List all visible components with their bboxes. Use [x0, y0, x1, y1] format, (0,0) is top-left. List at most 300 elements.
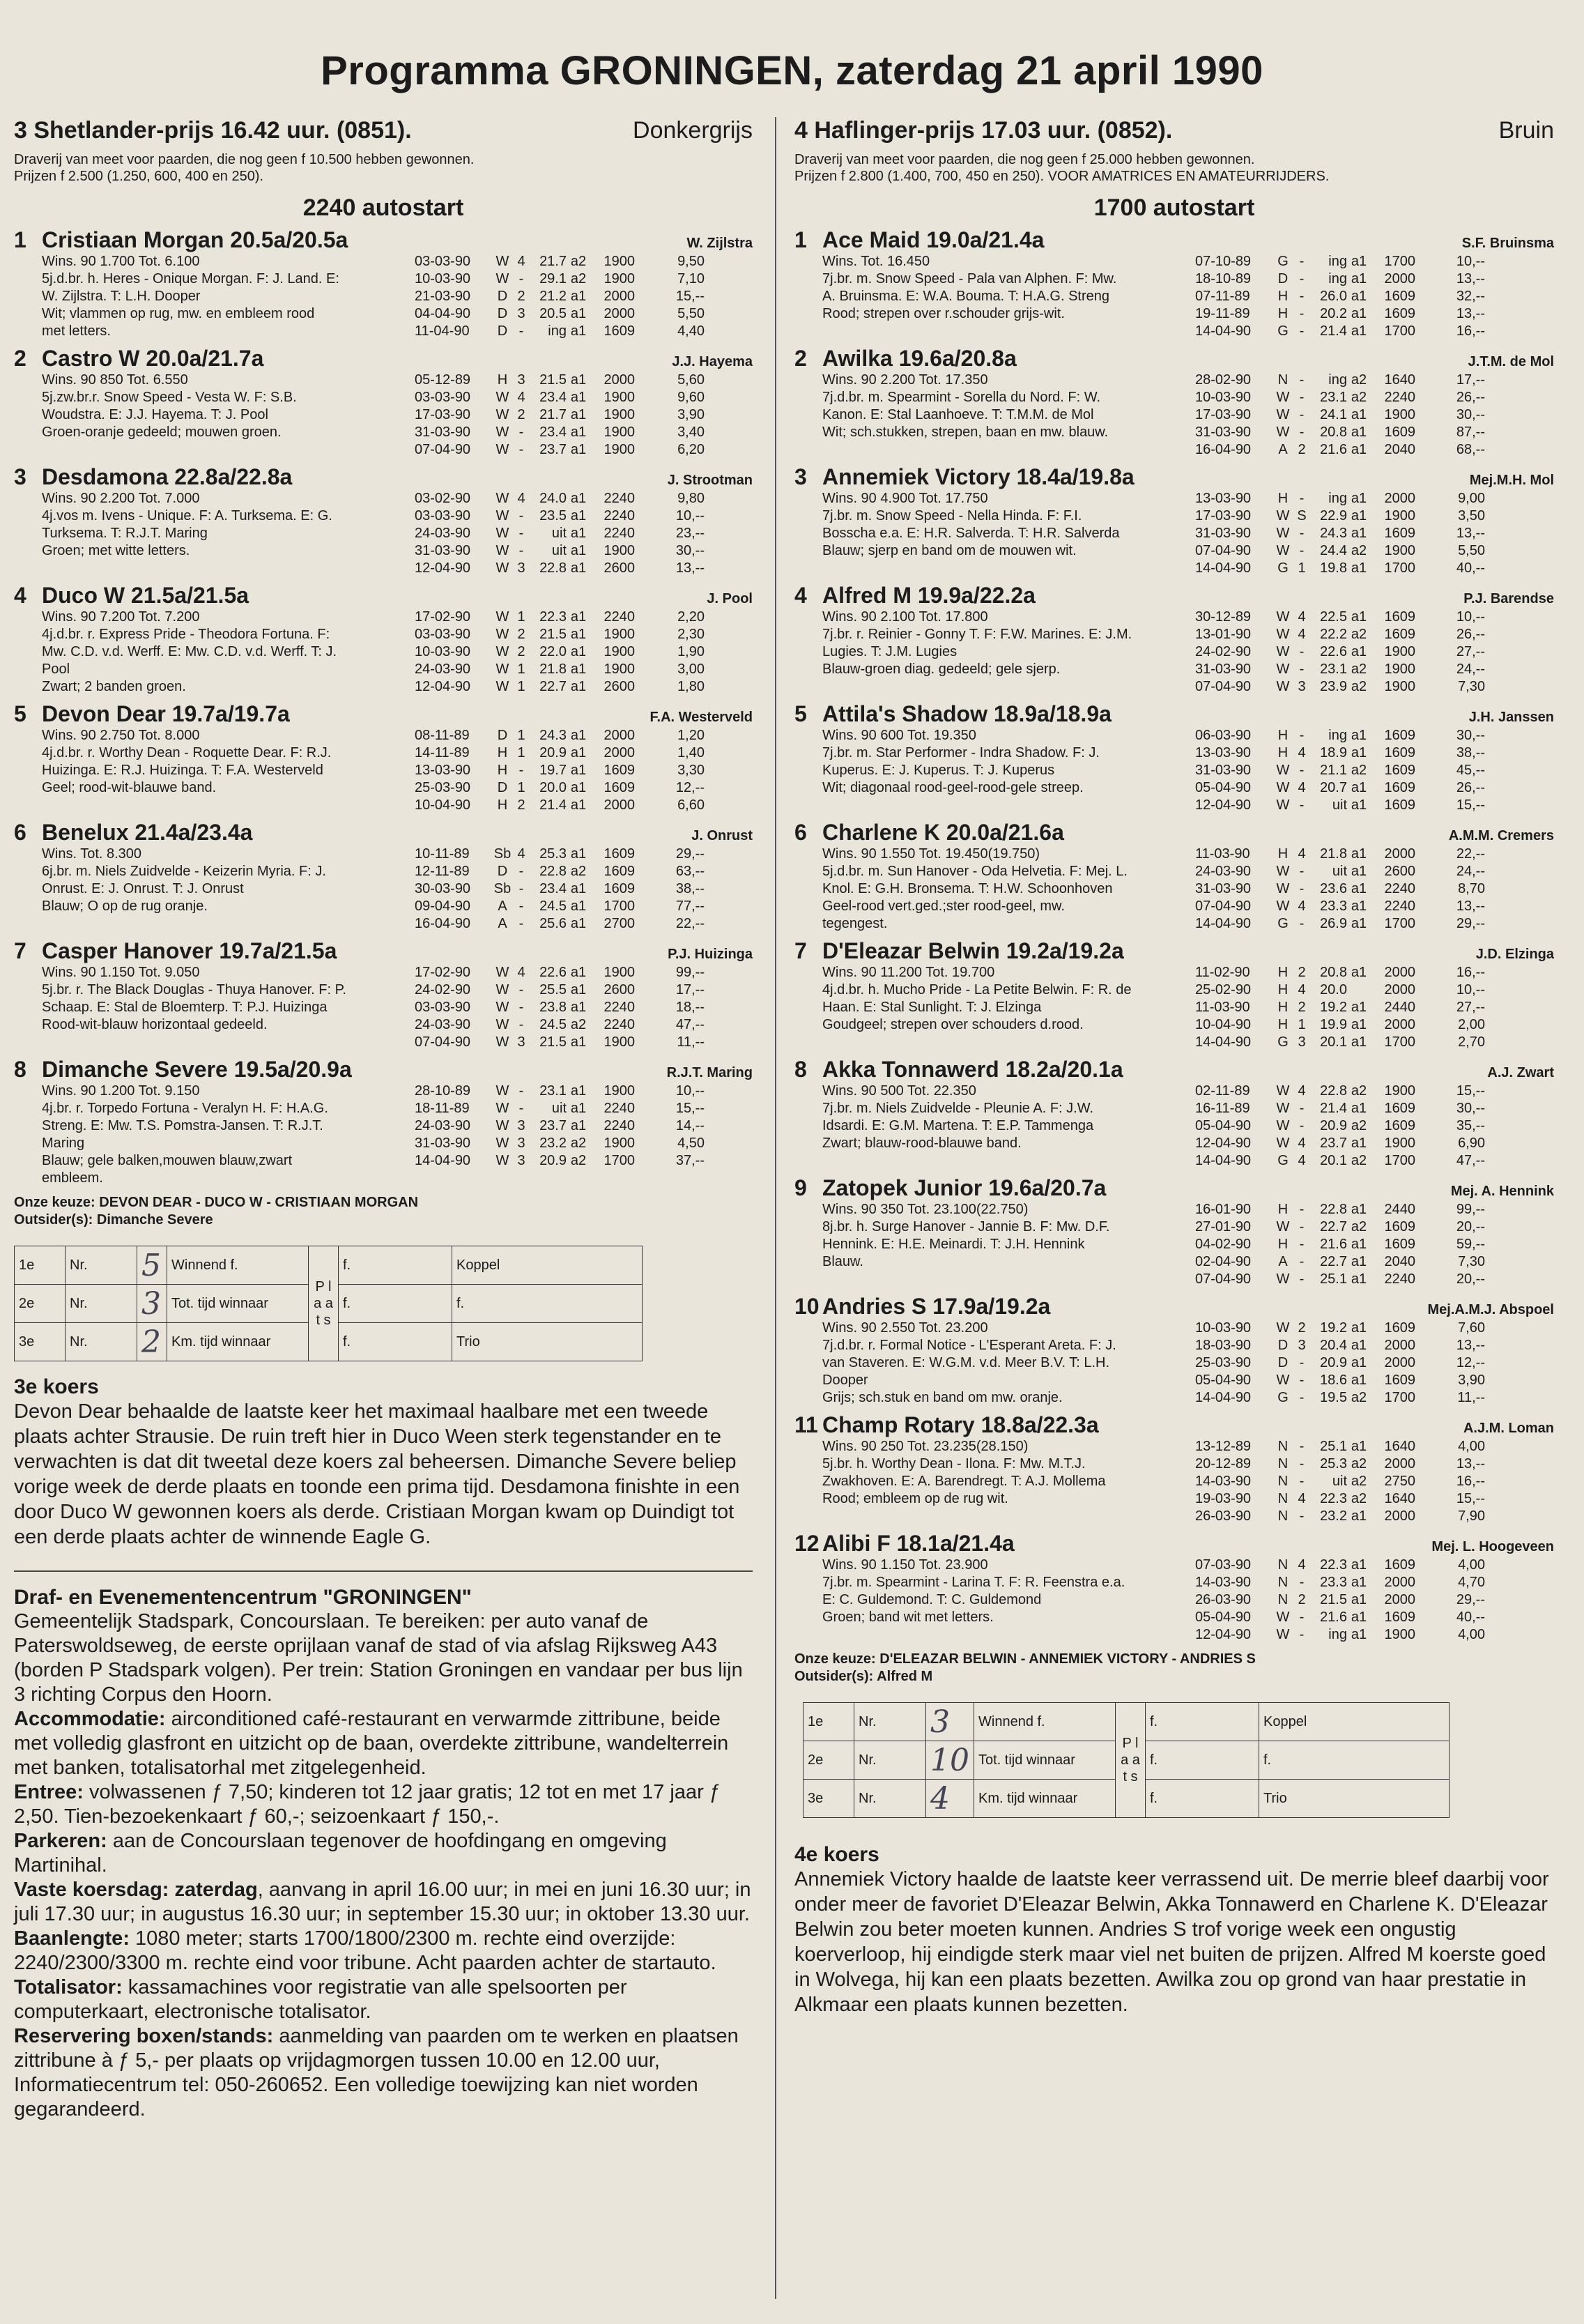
run-row: [1195, 661, 1554, 678]
info-line: Mw. C.D. v.d. Werff. E: Mw. C.D. v.d. Werff. T: J.: [42, 644, 337, 659]
run-start: a1: [1351, 644, 1367, 659]
entry-info: [14, 609, 415, 696]
horse-entry: [794, 701, 1554, 814]
run-distance: 1900: [603, 965, 635, 980]
entry-info: [794, 846, 1195, 933]
run-odds: 38,--: [1456, 745, 1485, 760]
run-time: 22.7: [539, 679, 567, 694]
run-distance: 1900: [1384, 543, 1415, 558]
run-odds: 4,00: [1458, 1439, 1485, 1454]
run-start: a1: [570, 899, 587, 914]
info-line: 4j.d.br. r. Worthy Dean - Roquette Dear. F: R.J.: [42, 745, 332, 760]
run-distance: 1900: [603, 543, 635, 558]
info-line: Wins. 90 1.150 Tot. 23.900: [822, 1557, 988, 1573]
run-track: W: [495, 526, 509, 541]
horse-name: Alibi F 18.1a/21.4a: [822, 1531, 1015, 1556]
info-line: Wins. 90 1.150 Tot. 9.050: [42, 965, 200, 980]
run-track: W: [1276, 1320, 1290, 1336]
venue-info: [14, 1586, 753, 2122]
result-table: [14, 1246, 643, 1361]
run-distance: 1609: [603, 780, 635, 795]
run-date: 25-03-90: [415, 780, 471, 795]
info-line: Wins. 90 600 Tot. 19.350: [822, 728, 976, 743]
info-line: 4j.vos m. Ivens - Unique. F: A. Turksema. E: G.: [42, 508, 332, 523]
run-place: -: [518, 543, 524, 558]
run-track: H: [1277, 846, 1289, 862]
run-row: [1195, 1591, 1554, 1609]
run-time: 23.4: [539, 390, 567, 405]
run-time: 19.7: [539, 763, 567, 778]
run-time: 21.5: [539, 372, 567, 388]
run-place: -: [1299, 1610, 1305, 1625]
run-track: G: [1277, 254, 1289, 269]
run-time: 24.0: [539, 491, 567, 506]
run-date: 21-03-90: [415, 289, 471, 304]
info-line: Bosscha e.a. E: H.R. Salverda. T: H.R. Salverda: [822, 526, 1120, 541]
run-row: [415, 898, 753, 915]
run-distance: 2000: [1384, 1338, 1415, 1353]
horse-name: Annemiek Victory 18.4a/19.8a: [822, 464, 1135, 489]
info-line: Zwakhoven. E: A. Barendregt. T: A.J. Mollema: [822, 1474, 1106, 1489]
run-date: 06-03-90: [1195, 728, 1252, 743]
run-track: N: [1277, 1474, 1289, 1489]
run-row: [415, 270, 753, 288]
run-place: 4: [1298, 846, 1306, 862]
run-row: [1195, 880, 1554, 898]
run-time: 21.4: [1320, 323, 1347, 339]
run-place: 2: [1298, 1000, 1306, 1015]
run-distance: 1900: [1384, 644, 1415, 659]
horse-entry: [794, 820, 1554, 933]
run-track: W: [495, 627, 509, 642]
run-start: a2: [1351, 1491, 1367, 1506]
run-date: 18-03-90: [1195, 1338, 1252, 1353]
run-start: a1: [570, 881, 587, 896]
run-track: N: [1277, 372, 1289, 388]
run-odds: 13,--: [1456, 306, 1485, 321]
run-odds: 12,--: [1456, 1355, 1485, 1370]
run-track: W: [495, 442, 509, 457]
horse-name: Ace Maid 19.0a/21.4a: [822, 227, 1045, 252]
run-date: 05-04-90: [1195, 1610, 1252, 1625]
run-place: -: [518, 864, 524, 879]
run-time: uit: [1332, 1474, 1347, 1489]
horse-entry: [794, 1294, 1554, 1407]
run-start: a1: [570, 745, 587, 760]
run-time: 25.5: [539, 982, 567, 997]
venue-items: [14, 1707, 753, 2122]
f-label: f.: [339, 1323, 452, 1361]
run-row: [1195, 1626, 1554, 1644]
run-time: 23.1: [1320, 390, 1347, 405]
run-date: 14-11-89: [415, 745, 470, 760]
run-time: 23.7: [1320, 1136, 1347, 1151]
run-odds: 30,--: [675, 543, 705, 558]
run-list: [415, 253, 753, 340]
run-time: 19.8: [1320, 560, 1347, 576]
rank-label: 1e: [15, 1246, 66, 1285]
run-list: [1195, 490, 1554, 577]
run-track: W: [495, 390, 509, 405]
info-line: Rood; embleem op de rug wit.: [822, 1491, 1008, 1506]
race-header: [14, 117, 753, 144]
run-start: a2: [1351, 1083, 1367, 1099]
run-distance: 2750: [1384, 1474, 1415, 1489]
run-odds: 6,60: [677, 797, 705, 813]
run-row: [415, 863, 753, 880]
f-label: f.: [339, 1246, 452, 1285]
run-distance: 1700: [603, 1153, 635, 1168]
run-date: 16-04-90: [1195, 442, 1252, 457]
run-track: H: [1277, 1000, 1289, 1015]
run-odds: 9,00: [1458, 491, 1485, 506]
run-start: a1: [1351, 254, 1367, 269]
run-date: 10-03-90: [1195, 1320, 1252, 1336]
entry-header: [14, 346, 753, 372]
run-track: W: [495, 560, 509, 576]
run-row: [1195, 406, 1554, 424]
run-time: 20.0: [539, 780, 567, 795]
run-list: [415, 727, 753, 814]
run-row: [1195, 846, 1554, 863]
run-row: [415, 424, 753, 441]
run-time: 21.1: [1320, 763, 1347, 778]
run-distance: 1900: [603, 1136, 635, 1151]
entry-number: 1: [794, 227, 807, 252]
run-track: W: [1276, 1101, 1290, 1116]
run-date: 31-03-90: [415, 543, 471, 558]
run-odds: 2,20: [677, 609, 705, 625]
run-start: a2: [570, 271, 587, 286]
run-track: W: [495, 425, 509, 440]
run-date: 24-03-90: [1195, 864, 1252, 879]
entry-info: [794, 727, 1195, 814]
run-track: W: [495, 407, 509, 422]
run-date: 17-02-90: [415, 609, 471, 625]
run-start: a1: [570, 543, 587, 558]
run-odds: 4,50: [677, 1136, 705, 1151]
run-date: 17-03-90: [415, 407, 471, 422]
run-row: [1195, 999, 1554, 1016]
horse-entry: [794, 1531, 1554, 1644]
info-line: Turksema. T: R.J.T. Maring: [42, 526, 208, 541]
run-distance: 2000: [1384, 1355, 1415, 1370]
run-date: 12-04-90: [1195, 797, 1252, 813]
info-line: Wit; diagonaal rood-geel-rood-gele streep.: [822, 780, 1084, 795]
run-place: 4: [1298, 1491, 1306, 1506]
run-date: 09-04-90: [415, 899, 471, 914]
run-place: -: [1299, 1627, 1305, 1642]
run-start: a2: [1351, 763, 1367, 778]
run-odds: 16,--: [1456, 323, 1485, 339]
run-odds: 7,30: [1458, 1254, 1485, 1269]
run-time: 21.7: [539, 254, 567, 269]
run-date: 07-04-90: [1195, 543, 1252, 558]
run-distance: 1900: [603, 627, 635, 642]
run-odds: 29,--: [1456, 916, 1485, 931]
run-row: [415, 525, 753, 542]
run-distance: 2000: [603, 797, 635, 813]
run-odds: 9,80: [677, 491, 705, 506]
horse-name: Akka Tonnawerd 18.2a/20.1a: [822, 1057, 1123, 1082]
run-start: a1: [570, 662, 587, 677]
run-odds: 6,20: [677, 442, 705, 457]
run-time: 22.3: [539, 609, 567, 625]
run-track: W: [1276, 627, 1290, 642]
run-distance: 2000: [603, 306, 635, 321]
run-distance: 2600: [1384, 864, 1415, 879]
horse-entry: [14, 464, 753, 577]
run-place: 4: [517, 254, 525, 269]
run-distance: 1900: [1384, 662, 1415, 677]
run-list: [1195, 964, 1554, 1051]
run-time: 24.4: [1320, 543, 1347, 558]
run-list: [415, 372, 753, 459]
run-distance: 1609: [1384, 306, 1415, 321]
run-distance: 1700: [1384, 1153, 1415, 1168]
run-track: W: [495, 1000, 509, 1015]
run-track: D: [1277, 1355, 1289, 1370]
run-start: a1: [1351, 407, 1367, 422]
entry-header: [14, 227, 753, 253]
horse-name: Castro W 20.0a/21.7a: [42, 346, 264, 371]
run-place: 4: [1298, 1083, 1306, 1099]
entry-header: [794, 701, 1554, 727]
entry-number: 3: [794, 464, 807, 489]
run-track: D: [497, 728, 508, 743]
run-date: 07-03-90: [1195, 1557, 1252, 1573]
run-track: W: [1276, 425, 1290, 440]
run-time: 20.5: [539, 306, 567, 321]
entry-body: [794, 964, 1554, 1051]
run-time: ing: [1328, 491, 1347, 506]
run-start: a1: [1351, 491, 1367, 506]
run-distance: 2000: [1384, 1575, 1415, 1590]
run-track: W: [1276, 508, 1290, 523]
entry-header: [794, 464, 1554, 490]
info-line: Blauw; gele balken,mouwen blauw,zwart: [42, 1153, 293, 1168]
run-list: [1195, 1438, 1554, 1525]
horse-entry: [14, 1057, 753, 1187]
run-distance: 2440: [1384, 1202, 1415, 1217]
info-line: Blauw; O op de rug oranje.: [42, 899, 208, 914]
race-condition-line: Draverij van meet voor paarden, die nog geen f 10.500 hebben gewonnen.: [14, 152, 475, 167]
run-odds: 11,--: [1457, 1390, 1485, 1405]
run-time: uit: [551, 543, 567, 558]
nr-label: Nr.: [66, 1285, 137, 1323]
run-start: a1: [570, 526, 587, 541]
venue-item: [14, 1927, 753, 1975]
run-odds: 5,50: [677, 306, 705, 321]
outsider: Outsider(s): Dimanche Severe: [14, 1212, 213, 1228]
run-time: 20.9: [539, 745, 567, 760]
horse-name: Charlene K 20.0a/21.6a: [822, 820, 1064, 845]
info-line: Hennink. E: H.E. Meinardi. T: J.H. Hennink: [822, 1237, 1085, 1252]
run-start: a1: [570, 1118, 587, 1133]
run-place: 4: [517, 965, 525, 980]
run-place: 1: [1298, 560, 1306, 576]
run-track: W: [1276, 1627, 1290, 1642]
run-track: A: [1278, 1254, 1288, 1269]
venue-item: [14, 1707, 753, 1780]
entry-info: [14, 846, 415, 933]
run-time: 20.0: [1320, 982, 1347, 997]
run-date: 17-03-90: [1195, 407, 1252, 422]
run-row: [1195, 1455, 1554, 1473]
run-odds: 77,--: [675, 899, 705, 914]
run-date: 19-03-90: [1195, 1491, 1252, 1506]
run-distance: 1900: [1384, 1627, 1415, 1642]
run-distance: 2000: [1384, 1592, 1415, 1607]
run-start: a2: [1351, 1474, 1367, 1489]
entry-body: [794, 1201, 1554, 1288]
run-place: -: [1299, 372, 1305, 388]
run-track: H: [497, 745, 508, 760]
race-conditions: [14, 151, 753, 185]
run-time: 20.1: [1320, 1153, 1347, 1168]
venue-item: [14, 2024, 753, 2122]
race-colour: Bruin: [1498, 117, 1554, 144]
run-row: [415, 507, 753, 525]
run-date: 05-04-90: [1195, 1118, 1252, 1133]
run-date: 28-10-89: [415, 1083, 471, 1099]
run-track: H: [1277, 982, 1289, 997]
info-line: 7j.d.br. r. Formal Notice - L'Esperant Areta. F: J.: [822, 1338, 1116, 1353]
run-place: -: [518, 881, 524, 896]
horse-entry: [794, 346, 1554, 459]
horse-entry: [794, 583, 1554, 696]
run-time: ing: [1328, 271, 1347, 286]
horse-name: Alfred M 19.9a/22.2a: [822, 583, 1036, 608]
run-track: W: [1276, 1373, 1290, 1388]
run-start: a1: [1351, 306, 1367, 321]
rank-label: 2e: [803, 1741, 854, 1780]
run-row: [415, 915, 753, 933]
run-time: 23.1: [1320, 662, 1347, 677]
trainer-name: R.J.T. Maring: [666, 1065, 753, 1080]
outsider: Outsider(s): Alfred M: [794, 1669, 933, 1684]
trainer-name: Mej.A.M.J. Abspoel: [1427, 1302, 1554, 1317]
run-row: [415, 490, 753, 507]
run-track: H: [1277, 745, 1289, 760]
run-track: W: [1276, 864, 1290, 879]
run-distance: 1900: [603, 644, 635, 659]
run-row: [1195, 1100, 1554, 1117]
run-start: a1: [1351, 560, 1367, 576]
run-row: [415, 797, 753, 814]
run-track: Sb: [493, 881, 512, 896]
run-date: 03-03-90: [415, 1000, 471, 1015]
trainer-name: J.T.M. de Mol: [1468, 354, 1554, 369]
entry-body: [14, 1083, 753, 1187]
run-place: 1: [517, 609, 525, 625]
venue-item-label: Totalisator:: [14, 1976, 123, 1998]
entry-body: [794, 846, 1554, 933]
run-row: [1195, 1557, 1554, 1574]
run-distance: 2040: [1384, 442, 1415, 457]
run-row: [1195, 1438, 1554, 1455]
run-track: D: [1277, 271, 1289, 286]
run-time: 20.7: [1320, 780, 1347, 795]
run-odds: 24,--: [1456, 662, 1485, 677]
run-odds: 8,70: [1458, 881, 1485, 896]
run-date: 30-03-90: [415, 881, 471, 896]
entry-header: [794, 1057, 1554, 1083]
info-line: E: C. Guldemond. T: C. Guldemond: [822, 1592, 1042, 1607]
run-time: ing: [548, 323, 567, 339]
run-date: 07-04-90: [415, 442, 471, 457]
run-odds: 32,--: [1456, 289, 1485, 304]
run-track: G: [1277, 1153, 1289, 1168]
run-start: a1: [1351, 1592, 1367, 1607]
run-odds: 30,--: [1456, 407, 1485, 422]
entry-number: 8: [794, 1057, 807, 1082]
trainer-name: Mej.M.H. Mol: [1469, 473, 1554, 488]
run-place: -: [518, 508, 524, 523]
run-row: [1195, 507, 1554, 525]
run-odds: 3,30: [677, 763, 705, 778]
horse-name: Casper Hanover 19.7a/21.5a: [42, 938, 337, 963]
entry-info: [794, 372, 1195, 459]
run-row: [1195, 441, 1554, 459]
run-list: [1195, 1320, 1554, 1407]
run-time: 22.8: [1320, 1083, 1347, 1099]
run-place: 3: [517, 560, 525, 576]
run-place: 4: [1298, 1136, 1306, 1151]
divider: [14, 1570, 753, 1572]
run-start: a1: [1351, 289, 1367, 304]
km-label: Km. tijd winnaar: [167, 1323, 309, 1361]
run-distance: 1609: [1384, 1373, 1415, 1388]
run-track: H: [497, 372, 508, 388]
run-distance: 1609: [1384, 780, 1415, 795]
run-distance: 1700: [1384, 1390, 1415, 1405]
run-place: -: [518, 271, 524, 286]
run-time: uit: [551, 1101, 567, 1116]
entry-header: [794, 938, 1554, 964]
run-track: D: [497, 780, 508, 795]
horse-entry: [794, 1057, 1554, 1170]
run-start: a1: [570, 797, 587, 813]
info-line: Haan. E: Stal Sunlight. T: J. Elzinga: [822, 1000, 1042, 1015]
run-distance: 2000: [603, 728, 635, 743]
run-place: -: [1299, 881, 1305, 896]
venue-item-text: aanmelding van paarden om te werken en plaatsen zittribune à ƒ 5,- per plaats op vrijdagmorgen tussen 10.00 en 12.00 uur, Informatiecentrum tel: 050-260652. Een volledige toewijzing kan niet worden gegarandeerd.: [14, 2025, 739, 2120]
run-track: W: [1276, 526, 1290, 541]
run-track: G: [1277, 323, 1289, 339]
run-place: -: [1299, 644, 1305, 659]
trainer-name: P.J. Huizinga: [668, 947, 753, 962]
run-place: -: [518, 1083, 524, 1099]
horse-entry: [14, 820, 753, 933]
run-odds: 63,--: [675, 864, 705, 879]
run-date: 24-02-90: [1195, 644, 1252, 659]
venue-item-label: Accommodatie:: [14, 1708, 166, 1730]
run-date: 24-03-90: [415, 662, 471, 677]
run-date: 14-04-90: [1195, 323, 1252, 339]
run-time: 25.1: [1320, 1271, 1347, 1287]
run-track: W: [1276, 407, 1290, 422]
run-distance: 1900: [603, 425, 635, 440]
run-distance: 1900: [603, 407, 635, 422]
run-odds: 3,00: [677, 662, 705, 677]
plaats-label: P l a a t s: [1116, 1703, 1146, 1818]
horse-name: D'Eleazar Belwin 19.2a/19.2a: [822, 938, 1124, 963]
run-odds: 10,--: [675, 508, 705, 523]
f-label: f.: [1146, 1741, 1259, 1780]
run-odds: 30,--: [1456, 728, 1485, 743]
run-distance: 1609: [1384, 1557, 1415, 1573]
